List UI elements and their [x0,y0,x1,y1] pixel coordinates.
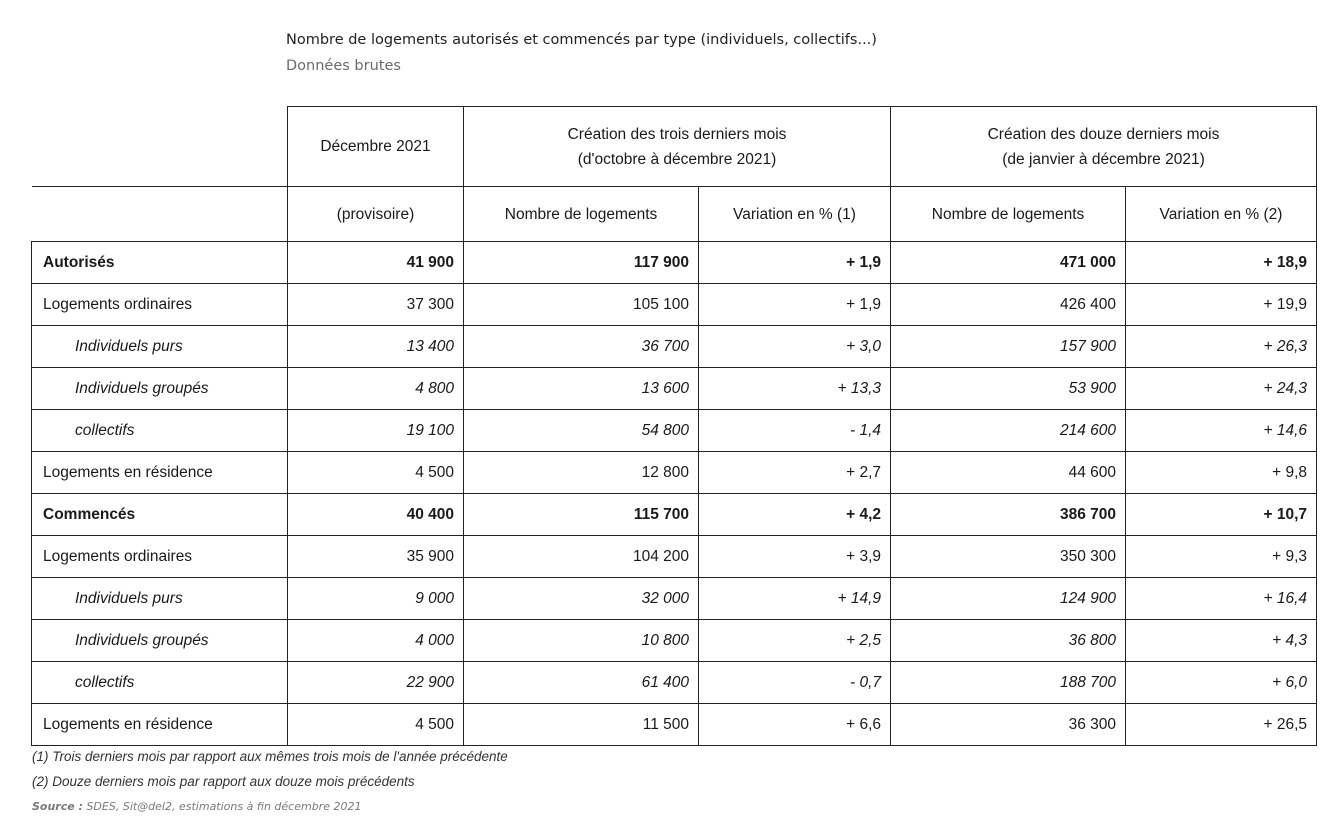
cell-dec-2021: 22 900 [288,662,464,704]
table-title: Nombre de logements autorisés et commencés par type (individuels, collectifs...) [286,32,877,48]
source-label: Source : [32,800,83,813]
table-row [32,368,1317,410]
row-label: Autorisés [32,242,288,284]
header-month-label: Décembre 2021 [320,138,431,155]
cell-nb-3m: 11 500 [464,704,699,746]
cell-dec-2021: 4 500 [288,452,464,494]
cell-var-12m: + 24,3 [1126,368,1317,410]
cell-nb-3m: 105 100 [464,284,699,326]
header-group-3m [464,107,891,187]
cell-nb-12m: 36 800 [891,620,1126,662]
cell-dec-2021: 40 400 [288,494,464,536]
cell-var-12m: + 10,7 [1126,494,1317,536]
cell-nb-12m: 124 900 [891,578,1126,620]
footnote-2: (2) Douze derniers mois par rapport aux douze mois précédents [32,774,415,789]
cell-var-12m: + 26,3 [1126,326,1317,368]
cell-var-12m: + 18,9 [1126,242,1317,284]
cell-var-3m: + 2,7 [699,452,891,494]
cell-dec-2021: 35 900 [288,536,464,578]
cell-nb-12m: 53 900 [891,368,1126,410]
cell-dec-2021: 13 400 [288,326,464,368]
row-label: Logements en résidence [32,452,288,494]
row-label: collectifs [32,410,288,452]
row-label: Logements ordinaires [32,536,288,578]
table-subtitle: Données brutes [286,58,401,74]
cell-var-3m: + 13,3 [699,368,891,410]
row-label: Individuels groupés [32,620,288,662]
cell-nb-3m: 13 600 [464,368,699,410]
cell-nb-3m: 12 800 [464,452,699,494]
cell-nb-12m: 188 700 [891,662,1126,704]
table-row [32,578,1317,620]
cell-nb-3m: 61 400 [464,662,699,704]
cell-nb-3m: 36 700 [464,326,699,368]
cell-nb-12m: 350 300 [891,536,1126,578]
table-row [32,284,1317,326]
cell-var-12m: + 9,3 [1126,536,1317,578]
cell-var-12m: + 14,6 [1126,410,1317,452]
table-row [32,326,1317,368]
cell-nb-3m: 104 200 [464,536,699,578]
table-row [32,410,1317,452]
cell-dec-2021: 19 100 [288,410,464,452]
cell-nb-3m: 115 700 [464,494,699,536]
cell-dec-2021: 9 000 [288,578,464,620]
table-row [32,536,1317,578]
header-group-12m [891,107,1317,187]
cell-var-12m: + 19,9 [1126,284,1317,326]
table-row [32,620,1317,662]
header-group-12m-line1: Création des douze derniers mois [987,125,1220,143]
cell-nb-3m: 54 800 [464,410,699,452]
cell-var-12m: + 4,3 [1126,620,1317,662]
cell-nb-12m: 44 600 [891,452,1126,494]
cell-dec-2021: 4 500 [288,704,464,746]
cell-var-12m: + 9,8 [1126,452,1317,494]
header-variation-3m: Variation en % (1) [699,187,891,242]
source-text: SDES, Sit@del2, estimations à fin décembre 2021 [86,800,362,813]
header-month [288,107,464,187]
cell-dec-2021: 37 300 [288,284,464,326]
cell-nb-3m: 32 000 [464,578,699,620]
housing-table [31,106,1317,746]
cell-var-3m: - 0,7 [699,662,891,704]
row-label: Individuels purs [32,326,288,368]
cell-nb-12m: 426 400 [891,284,1126,326]
cell-nb-12m: 157 900 [891,326,1126,368]
cell-var-3m: + 3,0 [699,326,891,368]
table-row [32,452,1317,494]
header-provisoire: (provisoire) [288,187,464,242]
cell-nb-12m: 471 000 [891,242,1126,284]
cell-var-3m: + 1,9 [699,242,891,284]
cell-dec-2021: 4 000 [288,620,464,662]
row-label: Commencés [32,494,288,536]
source-line [32,800,361,813]
table-row [32,494,1317,536]
row-label: collectifs [32,662,288,704]
cell-var-3m: + 14,9 [699,578,891,620]
header-variation-12m: Variation en % (2) [1126,187,1317,242]
header-nb-logements-3m: Nombre de logements [464,187,699,242]
header-group-3m-line2: (d'octobre à décembre 2021) [577,150,777,168]
cell-nb-3m: 10 800 [464,620,699,662]
footnote-1: (1) Trois derniers mois par rapport aux mêmes trois mois de l'année précédente [32,749,508,764]
header-corner [32,107,288,187]
cell-var-3m: + 4,2 [699,494,891,536]
cell-nb-12m: 214 600 [891,410,1126,452]
cell-var-3m: + 3,9 [699,536,891,578]
header-group-3m-line1: Création des trois derniers mois [567,125,787,143]
row-label: Logements ordinaires [32,284,288,326]
header-corner-2 [32,187,288,242]
cell-nb-12m: 386 700 [891,494,1126,536]
table-row [32,242,1317,284]
cell-var-12m: + 16,4 [1126,578,1317,620]
cell-nb-12m: 36 300 [891,704,1126,746]
row-label: Individuels purs [32,578,288,620]
cell-var-3m: + 6,6 [699,704,891,746]
cell-dec-2021: 4 800 [288,368,464,410]
cell-var-3m: - 1,4 [699,410,891,452]
cell-var-12m: + 6,0 [1126,662,1317,704]
table-row [32,704,1317,746]
cell-dec-2021: 41 900 [288,242,464,284]
cell-var-3m: + 1,9 [699,284,891,326]
header-nb-logements-12m: Nombre de logements [891,187,1126,242]
row-label: Logements en résidence [32,704,288,746]
cell-var-12m: + 26,5 [1126,704,1317,746]
table-row [32,662,1317,704]
cell-nb-3m: 117 900 [464,242,699,284]
row-label: Individuels groupés [32,368,288,410]
header-group-12m-line2: (de janvier à décembre 2021) [1002,150,1205,168]
cell-var-3m: + 2,5 [699,620,891,662]
